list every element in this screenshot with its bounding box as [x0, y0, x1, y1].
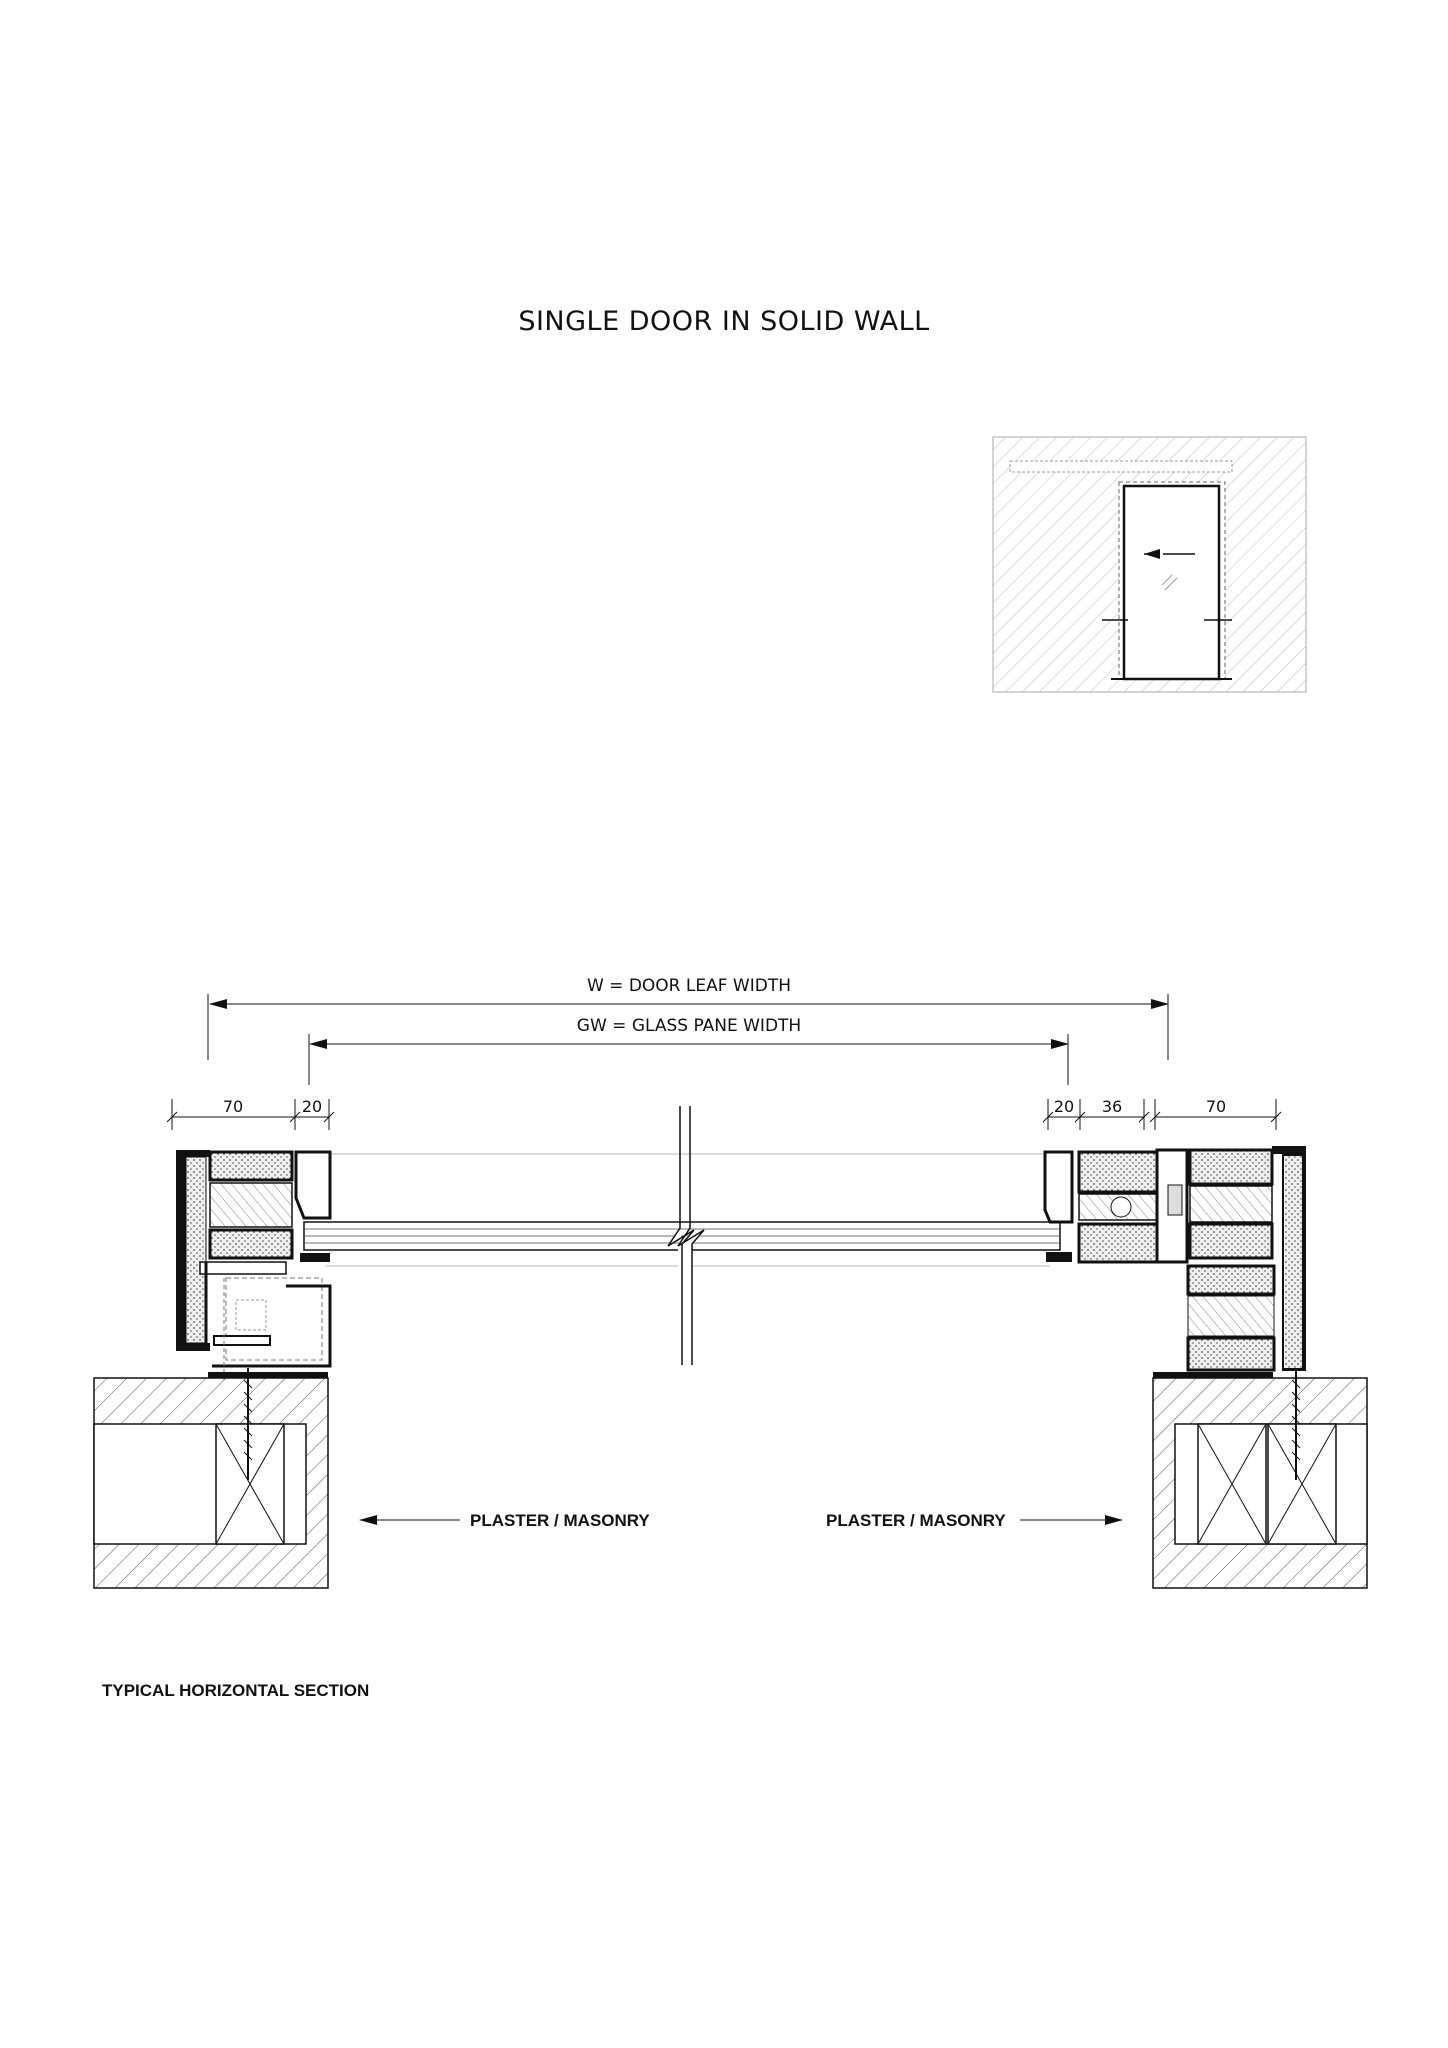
wall-label-left: PLASTER / MASONRY [470, 1511, 650, 1530]
drawing-title: SINGLE DOOR IN SOLID WALL [518, 306, 930, 337]
glass-leaf-section [304, 1106, 1060, 1365]
right-frame-detail [1045, 1146, 1306, 1371]
dimension-glass-pane [309, 1016, 1068, 1085]
dim-left-frame: 70 [222, 1097, 244, 1116]
dim-right-frame: 70 [1205, 1097, 1227, 1116]
left-wall [94, 1368, 328, 1588]
dim-right-gap: 20 [1053, 1097, 1075, 1116]
dim-right-profile: 36 [1101, 1097, 1123, 1116]
right-wall [1153, 1368, 1367, 1588]
wall-label-right: PLASTER / MASONRY [826, 1511, 1006, 1530]
key-plan [993, 437, 1306, 692]
section-title: TYPICAL HORIZONTAL SECTION [102, 1681, 370, 1700]
dim-left-gap: 20 [301, 1097, 323, 1116]
glass-pane-width-label: GW = GLASS PANE WIDTH [576, 1016, 802, 1036]
door-leaf-width-label: W = DOOR LEAF WIDTH [586, 976, 792, 996]
left-frame-detail [176, 1150, 330, 1382]
